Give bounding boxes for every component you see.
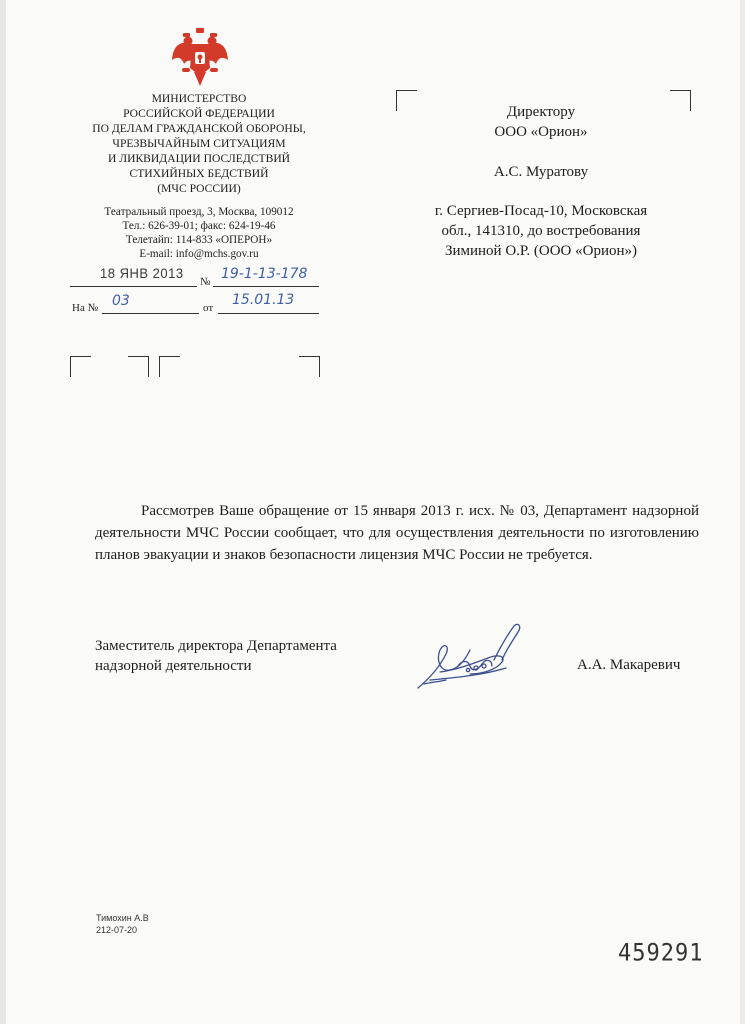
number-field-line	[213, 286, 319, 287]
address-line: обл., 141310, до востребования	[441, 223, 641, 239]
executor-phone: 212-07-20	[96, 925, 138, 935]
reply-date: 15.01.13	[232, 292, 295, 308]
subject-corner-mark	[299, 356, 320, 377]
letter-body	[95, 500, 699, 566]
signatory-name: А.А. Макаревич	[577, 657, 681, 673]
addressee-name: А.С. Муратову	[493, 164, 589, 180]
addressee-address	[402, 201, 680, 261]
contact-email: E-mail: info@mchs.gov.ru	[139, 248, 259, 260]
addressee-position: Директору	[506, 104, 576, 120]
ministry-line: МИНИСТЕРСТВО	[151, 92, 247, 105]
sender-contacts	[70, 205, 328, 261]
subject-corner-mark	[159, 356, 180, 377]
body-paragraph: Рассмотрев Ваше обращение от 15 января 2013 г. исх. № 03, Департамент надзорной деятельности МЧС России сообщает, что для осуществления деятельности по изготовлению планов эвакуации и знаков безопасности лицензия МЧС России не требуется.	[95, 503, 699, 563]
form-serial-number: 459291	[618, 939, 704, 968]
scan-edge-left	[0, 0, 6, 1024]
signatory-position-line: Заместитель директора Департамента	[95, 638, 337, 654]
reply-to-label: На №	[72, 302, 99, 314]
number-label: №	[200, 276, 211, 288]
russian-double-headed-eagle-icon	[170, 26, 230, 88]
contact-phone: Тел.: 626-39-01; факс: 624-19-46	[122, 220, 276, 232]
ministry-line: ЧРЕЗВЫЧАЙНЫМ СИТУАЦИЯМ	[112, 137, 286, 150]
handwritten-signature-icon	[410, 620, 530, 696]
reply-date-line	[218, 313, 319, 314]
executor-info	[96, 912, 149, 936]
ministry-name	[70, 91, 328, 196]
signatory-position-line: надзорной деятельности	[95, 658, 252, 674]
contact-address: Театральный проезд, 3, Москва, 109012	[104, 206, 294, 218]
outgoing-number: 19-1-13-178	[221, 266, 308, 282]
executor-name: Тимохин А.В	[96, 913, 149, 923]
address-line: г. Сергиев-Посад-10, Московская	[434, 203, 648, 219]
scan-edge-right	[740, 0, 745, 1024]
signatory-position	[95, 636, 337, 676]
reply-number: 03	[112, 293, 130, 309]
subject-corner-mark	[70, 356, 91, 377]
reply-number-line	[102, 313, 199, 314]
subject-corner-mark	[128, 356, 149, 377]
contact-teletype: Телетайп: 114-833 «ОПЕРОН»	[125, 234, 273, 246]
date-field-line	[70, 286, 197, 287]
addressee-company: ООО «Орион»	[494, 124, 588, 140]
registration-date-stamp: 18 ЯНВ 2013	[100, 265, 184, 282]
ministry-line: И ЛИКВИДАЦИИ ПОСЛЕДСТВИЙ	[107, 152, 291, 165]
ministry-line: ПО ДЕЛАМ ГРАЖДАНСКОЙ ОБОРОНЫ,	[92, 122, 306, 135]
from-label: от	[203, 302, 214, 314]
ministry-line: (МЧС РОССИИ)	[157, 182, 241, 195]
ministry-line: РОССИЙСКОЙ ФЕДЕРАЦИИ	[123, 107, 275, 120]
address-line: Зиминой О.Р. (ООО «Орион»)	[444, 243, 638, 259]
ministry-line: СТИХИЙНЫХ БЕДСТВИЙ	[129, 167, 269, 180]
addressee-block	[405, 102, 677, 182]
